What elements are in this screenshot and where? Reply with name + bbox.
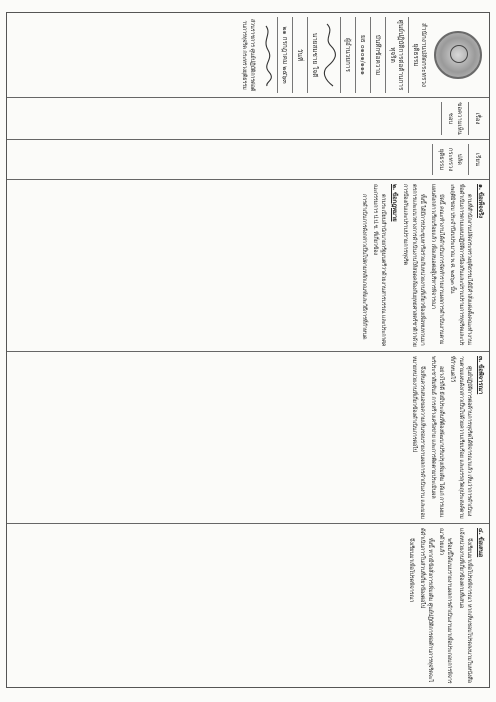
facts-paragraph: ตามที่สำนักงานปลัดกระทรวงยุติธรรมได้มีคำสั่งแต่งตั้งคณะทำงานเพื่อดำเนินการตามแผนปฏิบัติการป้องกันและปราบปรามการทุจริตและประพฤติมิชอบ ประจำปีงบประมาณ พ.ศ. ๒๕๖๓ นั้น (449, 184, 472, 346)
position-label: ผู้อำนวยการ (340, 17, 355, 93)
consideration-column (7, 351, 489, 523)
doc-ref: ยธ ๐๑๐๑/๑๑๑ (355, 17, 370, 93)
consideration-paragraph: ศูนย์ปฏิบัติการต่อต้านการทุจริตได้พิจารณาแล้ว เห็นว่าการดำเนินงานตามแผนดังกล่าวเป็นไปด้วยความเรียบร้อย และบรรลุวัตถุประสงค์ตามที่กำหนดไว้ (449, 356, 472, 519)
consideration-paragraph: อย่างไรก็ดี ยังมีประเด็นที่ต้องพัฒนาปรับปรุงเพิ่มเติม ได้แก่ การเผยแพร่ประชาสัมพันธ์ การสร้างเครือข่าย และการติดตามประเมินผล (429, 356, 445, 518)
law-heading: ๒. ข้อกฎหมาย (391, 184, 399, 222)
header-column (7, 13, 489, 97)
facts-heading: ๑. ข้อเท็จจริง (477, 184, 484, 218)
handwritten-signature (324, 20, 338, 90)
date-label: วันที่ (292, 17, 307, 93)
facts-paragraph: บัดนี้ คณะทำงานได้ดำเนินการจัดทำรายงานผลการดำเนินงานตามแผนดังกล่าวเรียบร้อยแล้ว เพื่อเสนอต่อผู้บริหารพิจารณา (429, 184, 445, 345)
closing-line: จึงเรียนมาเพื่อโปรดพิจารณา (407, 538, 414, 603)
footer-text: ส่วนราชการ ศูนย์ปฏิบัติการต่อต้านการทุจริต กระทรวงยุติธรรม (240, 18, 255, 92)
proposal-paragraph: ทั้งนี้ หากมีข้อสั่งการเพิ่มเติม ศูนย์ปฏิบัติการต่อต้านการทุจริตจะได้ดำเนินการในส่วนที่เกี่ยวข้องต่อไป (418, 528, 433, 683)
addressee-column (7, 139, 489, 179)
org-unit: ศูนย์ปฏิบัติการต่อต้านการทุจริต (385, 17, 408, 93)
subject-column (7, 97, 489, 139)
addressee-label: เรียน (468, 144, 486, 175)
proposal-column (7, 523, 489, 689)
proposal-paragraph: จึงเรียนมาเพื่อโปรดพิจารณา หากเห็นชอบโปรดลงนามในหนังสือแจ้งหน่วยงานที่เกี่ยวข้องตามที่เสนอ (457, 528, 472, 683)
consideration-heading: ๓. ข้อพิจารณา (477, 356, 484, 395)
memo-sheet (6, 12, 490, 688)
facts-column (7, 179, 489, 351)
law-paragraph: ตามระเบียบสำนักนายกรัฐมนตรีว่าด้วยงานสารบรรณ และประกาศคณะกรรมการ ป.ป.ช. ที่เกี่ยวข้อง (371, 184, 386, 347)
proposal-heading: ๔. ข้อเสนอ (477, 528, 484, 558)
law-paragraph: การดำเนินการดังกล่าวเป็นไปตามหลักเกณฑ์และวิธีการที่กำหนด (360, 194, 367, 340)
garuda-seal-icon (434, 31, 482, 79)
signer-name: นายสมชาย ใจดี (307, 17, 322, 93)
handwritten-signature-2 (261, 20, 275, 90)
doc-type: บันทึกข้อความ (370, 17, 385, 93)
subject-label: เรื่อง (468, 102, 486, 135)
addressee-text: ปลัดกระทรวงยุติธรรม (432, 144, 468, 175)
consideration-paragraph: จึงเห็นควรเสนอขอความเห็นชอบรายงานผลการดำเนินงาน และมอบหมายหน่วยงานที่เกี่ยวข้องดำเนินการต่อไป (410, 356, 425, 519)
subject-text: ขอความเห็นชอบ (441, 102, 468, 135)
facts-paragraph: ทั้งนี้ ได้มีการประชุมหารือร่วมกับหน่วยงานที่เกี่ยวข้องเพื่อทบทวนมาตรการและแนวทางการดำเนินงานให้สอดคล้องกับยุทธศาสตร์ชาติว่าด้วยการป้องกันและปราบปรามการทุจริต (402, 184, 425, 347)
org-name: สำนักงานปลัดกระทรวงยุติธรรม (408, 17, 431, 93)
proposal-paragraph: พร้อมนี้ได้แนบรายงานผลการดำเนินงานมาเพื่อประกอบการพิจารณาด้วยแล้ว (438, 528, 453, 684)
date-value: ๒๑ กรกฎาคม ๒๕๖๓ (277, 17, 292, 93)
